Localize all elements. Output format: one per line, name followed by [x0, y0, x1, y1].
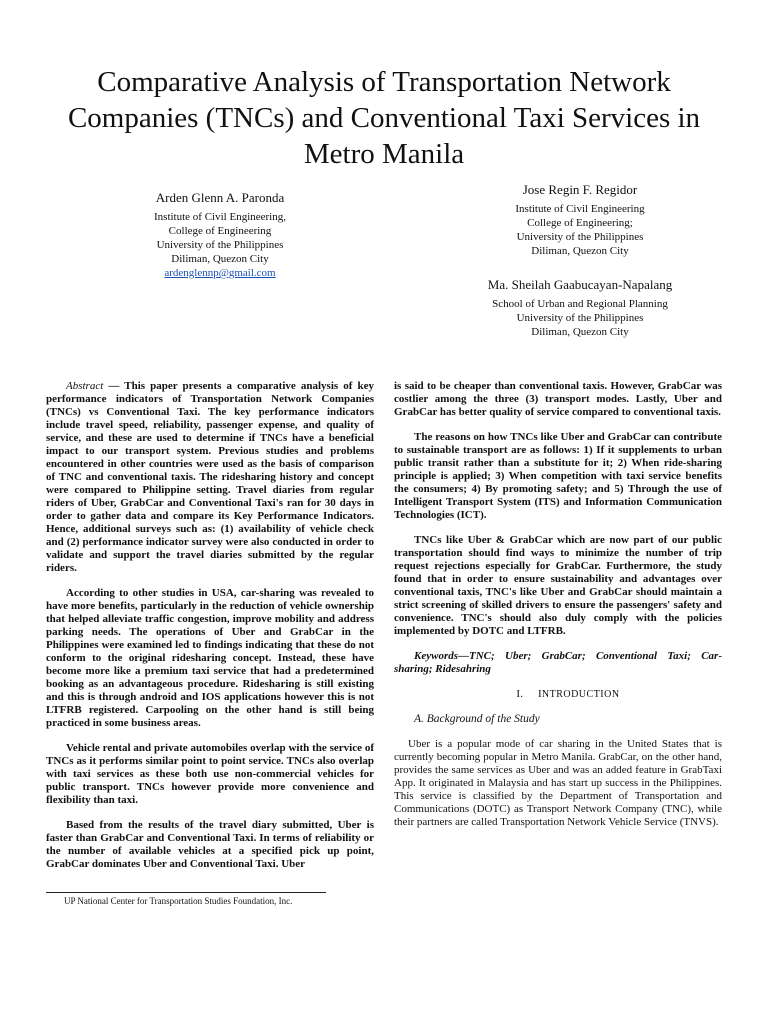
author-block-1 — [110, 189, 330, 280]
affiliation-line: School of Urban and Regional Planning — [492, 298, 668, 310]
author-block-2 — [460, 181, 700, 258]
abstract-paragraph: is said to be cheaper than conventional taxis. However, GrabCar was costlier among the three (3) transport modes. Lastly, Uber and GrabCar has better quality of service compared to conventional taxis. — [394, 380, 722, 418]
affiliation-line: University of the Philippines — [156, 239, 284, 251]
abstract-paragraph: Based from the results of the travel diary submitted, Uber is faster than GrabCar and Conventional Taxi. In terms of reliability or the number of available vehicles at a specified pick up point, GrabCar dominates Uber and Conventional Taxi. Uber — [46, 819, 374, 870]
section-title-initial: I — [537, 688, 542, 700]
abstract-text: — This paper presents a comparative analysis of key performance indicators of Transportation Network Companies (TNCs) vs Conventional Taxi. The key performance indicators include travel speed, reliability, passenger expense, and quality of service, and these are used to determine if TNCs have a beneficial impact to our transport system. Previous studies and problems encountered in other countries were used as the basis of comparison of TNC and conventional taxis. The ridesharing history and concept were compared to Philippine setting. Travel diaries from regular riders of Uber, GrabCar and Conventional Taxi's ran for 30 days in order to gather data and compare its Key Performance Indicators. Hence, additional surveys such as: (1) availability of vehicle check and (2) performance indicator survey were also conducted in order to validate and support the travel diaries submitted by the regular riders. — [46, 380, 374, 574]
abstract-label: Abstract — [66, 380, 104, 392]
right-column — [394, 380, 722, 841]
affiliation-line: Diliman, Quezon City — [531, 245, 629, 257]
affiliation-line: College of Engineering — [168, 225, 272, 237]
author-email-link[interactable]: ardenglennp@gmail.com — [164, 267, 276, 279]
abstract-paragraph: Vehicle rental and private automobiles overlap with the service of TNCs as it performs similar point to point service. TNCs also overlap with taxi services as these both use non-commercial vehicles for public transport. TNCs however provide more convenience and flexibility than taxi. — [46, 742, 374, 806]
subsection-heading: A. Background of the Study — [414, 713, 540, 725]
affiliation-line: University of the Philippines — [516, 231, 644, 243]
abstract-paragraph — [46, 380, 374, 575]
section-number: I. — [516, 688, 524, 700]
keywords-paragraph — [394, 650, 722, 676]
keywords-label: Keywords — [414, 650, 458, 662]
abstract-paragraph: According to other studies in USA, car-sharing was revealed to have more benefits, particularly in the reduction of vehicle ownership that helped alleviate traffic congestion, improve mobility and address parking needs. The operations of Uber and GrabCar in the Philippines were examined led to findings indicating that these do not conform to the original ridesharing concept. Instead, these have become more like a premium taxi service that had a predetermined booking as an advantageous procedure. Ridesharing is still existing and this is through android and IOS applications however this is not LTFRB registered. Carpooling on the other hand is still being practiced in some business areas. — [46, 587, 374, 729]
abstract-paragraph: The reasons on how TNCs like Uber and GrabCar can contribute to sustainable transport are as follows: 1) If it supplements to urban public transit rather than a substitute for it; 2) When ride-sharing principle is applied; 3) When competition with taxi service benefits the consumers; 4) By promoting safety; and 5) Through the use of Intelligent Transport System (ITS) and Information Communication Technologies (ICT). — [394, 431, 722, 521]
affiliation-line: Institute of Civil Engineering — [515, 203, 645, 215]
affiliation-line: College of Engineering; — [527, 217, 633, 229]
affiliation-line: University of the Philippines — [516, 312, 644, 324]
section-title-rest: NTRODUCTION — [541, 689, 620, 700]
footnote: UP National Center for Transportation Studies Foundation, Inc. — [64, 896, 293, 906]
affiliation-line: Diliman, Quezon City — [171, 253, 269, 265]
author-name: Ma. Sheilah Gaabucayan-Napalang — [487, 277, 673, 292]
affiliation-line: Institute of Civil Engineering, — [154, 211, 286, 223]
paper-title: Comparative Analysis of Transportation Network Companies (TNCs) and Conventional Taxi Services in Metro Manila — [67, 66, 701, 170]
abstract-paragraph: TNCs like Uber & GrabCar which are now part of our public transportation should find ways to minimize the number of trip request rejections especially for GrabCar. Furthermore, the study found that in order to ensure sustainability and advantages over conventional taxis, TNC's like Uber and GrabCar should maintain a strict screening of skilled drivers to ensure the passengers' safety and convenience. TNC's should also duly comply with the policies implemented by DOTC and LTFRB. — [394, 534, 722, 637]
left-column — [46, 380, 374, 883]
body-paragraph: Uber is a popular mode of car sharing in the United States that is currently becoming popular in Metro Manila. GrabCar, on the other hand, provides the same services as Uber and was an added feature in GrabTaxi App. It originated in Malaysia and has start up success in the Philippines. This service is classified by the Department of Transportation and Communications (DOTC) as Transport Network Company (TNC), while their partners are called Transportation Network Vehicle Service (TNVS). — [394, 738, 722, 828]
author-block-3 — [440, 276, 720, 339]
affiliation-line: Diliman, Quezon City — [531, 326, 629, 338]
footnote-divider — [46, 892, 326, 893]
keywords-text: —TNC; Uber; GrabCar; Conventional Taxi; Car-sharing; Ridesahring — [394, 650, 722, 675]
author-name: Arden Glenn A. Paronda — [155, 190, 285, 205]
author-name: Jose Regin F. Regidor — [522, 182, 638, 197]
section-heading — [394, 688, 722, 701]
